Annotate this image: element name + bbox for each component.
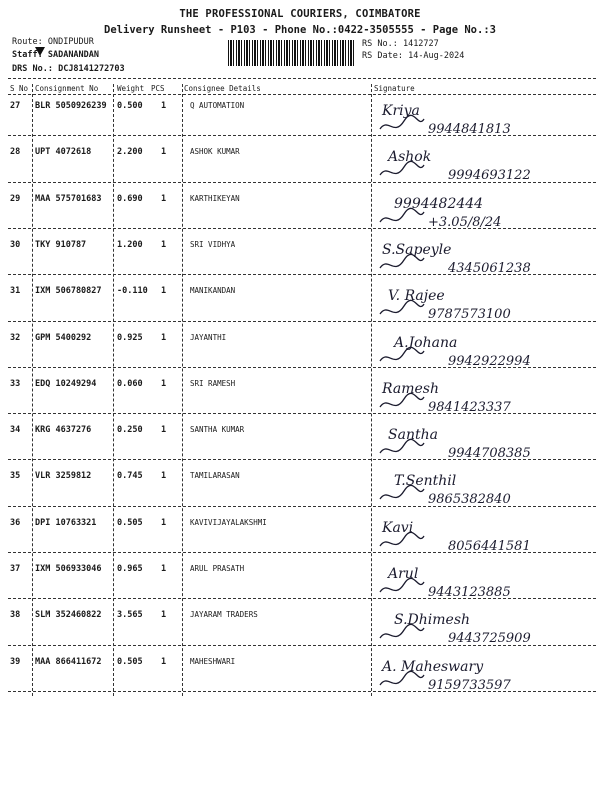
route-info <box>12 37 94 47</box>
row-sno: 39 <box>10 656 21 667</box>
col-header-signature: Signature <box>374 84 415 93</box>
handwritten-phone: 9865382840 <box>428 492 511 508</box>
row-consignment-no: MAA 575701683 <box>35 193 102 204</box>
row-sno: 35 <box>10 471 21 482</box>
handwritten-name: Kavi <box>382 519 414 536</box>
row-pcs: 1 <box>161 564 167 574</box>
row-weight: 0.505 <box>117 656 143 667</box>
handwritten-name: A. Maheswary <box>382 658 484 675</box>
handwritten-name: V. Rajee <box>388 288 445 305</box>
handwritten-phone: 4345061238 <box>448 260 531 276</box>
row-signature <box>378 469 588 513</box>
row-consignee-name: JAYARAM TRADERS <box>190 610 258 620</box>
handwritten-name: Ashok <box>388 149 432 166</box>
route-value: ONDIPUDUR <box>47 37 94 47</box>
handwritten-name: S.Sapeyle <box>382 241 452 258</box>
row-separator <box>8 691 596 692</box>
row-sno: 27 <box>10 101 21 111</box>
row-consignment-no: MAA 866411672 <box>35 656 102 667</box>
handwritten-name: Arul <box>388 566 419 582</box>
row-pcs: 1 <box>161 425 167 436</box>
column-divider <box>182 84 183 696</box>
row-pcs: 1 <box>161 656 167 667</box>
row-weight: 0.925 <box>117 332 143 343</box>
row-signature <box>378 99 588 143</box>
row-consignee-name: JAYANTHI <box>190 332 227 342</box>
col-header-consignee: Consignee Details <box>184 84 261 93</box>
row-separator <box>8 182 596 183</box>
row-consignment-no: BLR 5050926239 <box>35 101 107 111</box>
row-consignment-no: KRG 4637276 <box>35 425 92 436</box>
handwritten-name: A.Johana <box>394 334 458 351</box>
handwritten-phone: 8056441581 <box>448 538 531 554</box>
row-consignee-name: MANIKANDAN <box>190 286 236 296</box>
row-weight: 1.200 <box>117 239 143 250</box>
row-pcs: 1 <box>161 517 167 528</box>
row-signature <box>378 562 588 606</box>
col-header-sno: S No <box>10 84 29 93</box>
row-pcs: 1 <box>161 193 167 204</box>
drs-value: DCJ8141272703 <box>58 64 125 74</box>
row-signature <box>378 608 588 652</box>
row-consignment-no: IXM 506933046 <box>35 564 102 574</box>
row-sno: 34 <box>10 425 21 436</box>
row-weight: 0.505 <box>117 517 143 528</box>
row-consignee-name: SRI VIDHYA <box>190 239 236 249</box>
row-signature <box>378 377 588 421</box>
row-weight: 0.060 <box>117 378 143 389</box>
row-consignment-no: TKY 910787 <box>35 239 87 250</box>
row-pcs: 1 <box>161 332 167 343</box>
row-separator <box>8 367 596 368</box>
row-signature <box>378 145 588 189</box>
runsheet-subtitle: Delivery Runsheet - P103 - Phone No.:0422-3505555 - Page No.:3 <box>104 24 496 36</box>
drs-info <box>12 64 125 74</box>
row-sno: 31 <box>10 286 21 297</box>
row-signature <box>378 655 588 699</box>
row-separator <box>8 413 596 414</box>
company-title: THE PROFESSIONAL COURIERS, COIMBATORE <box>179 8 421 20</box>
row-consignee-name: MAHESHWARI <box>190 656 236 666</box>
row-separator <box>8 645 596 646</box>
route-label: Route: <box>12 37 43 47</box>
rs-date-value: 14-Aug-2024 <box>408 51 465 61</box>
row-sno: 29 <box>10 193 21 204</box>
header-top-rule <box>8 78 596 79</box>
row-signature <box>378 284 588 328</box>
row-consignment-no: GPM 5400292 <box>35 332 92 343</box>
row-consignee-name: ARUL PRASATH <box>190 564 245 573</box>
row-separator <box>8 598 596 599</box>
handwritten-phone: +3.05/8/24 <box>428 214 502 230</box>
rs-no-label: RS No.: <box>362 39 398 49</box>
handwritten-name: S.Dhimesh <box>394 612 471 629</box>
row-pcs: 1 <box>161 101 167 111</box>
header-bottom-rule <box>8 94 596 95</box>
row-sno: 38 <box>10 610 21 621</box>
handwritten-name: Santha <box>388 427 438 444</box>
row-signature <box>378 331 588 375</box>
row-signature <box>378 238 588 282</box>
barcode <box>228 40 356 66</box>
row-consignment-no: VLR 3259812 <box>35 471 92 482</box>
drs-label: DRS No.: <box>12 64 53 74</box>
row-signature <box>378 423 588 467</box>
row-signature <box>378 516 588 560</box>
row-separator <box>8 552 596 553</box>
handwritten-name: Ramesh <box>382 380 439 397</box>
col-header-weight: Weight <box>117 84 145 93</box>
col-header-consignment: Consignment No <box>35 84 99 93</box>
row-consignment-no: IXM 506780827 <box>35 286 102 297</box>
row-separator <box>8 506 596 507</box>
row-pcs: 1 <box>161 239 167 250</box>
handwritten-phone: 9944708385 <box>448 446 531 462</box>
staff-label: Staff: <box>12 50 43 60</box>
row-weight: 0.690 <box>117 193 143 204</box>
handwritten-phone: 9787573100 <box>428 307 511 323</box>
row-consignment-no: EDQ 10249294 <box>35 378 97 389</box>
row-weight: 2.200 <box>117 147 143 158</box>
row-pcs: 1 <box>161 147 167 158</box>
row-weight: -0.110 <box>117 286 148 297</box>
row-pcs: 1 <box>161 610 167 621</box>
row-signature <box>378 192 588 236</box>
triangle-marker-icon <box>35 47 45 56</box>
row-pcs: 1 <box>161 378 167 389</box>
row-pcs: 1 <box>161 471 167 482</box>
row-separator <box>8 321 596 322</box>
row-pcs: 1 <box>161 286 167 297</box>
handwritten-name: 9994482444 <box>394 195 484 212</box>
row-separator <box>8 135 596 136</box>
handwritten-phone: 9159733597 <box>428 677 511 693</box>
handwritten-name: Kriya <box>382 103 420 119</box>
rs-no-info <box>362 39 439 49</box>
rs-date-info <box>362 51 464 61</box>
row-consignee-name: Q AUTOMATION <box>190 101 245 110</box>
row-sno: 37 <box>10 564 21 574</box>
row-consignee-name: SRI RAMESH <box>190 378 236 388</box>
column-divider <box>113 84 114 696</box>
handwritten-phone: 9841423337 <box>428 399 511 415</box>
handwritten-phone: 9944841813 <box>428 122 511 137</box>
handwritten-phone: 9942922994 <box>448 353 531 369</box>
row-consignee-name: ASHOK KUMAR <box>190 147 240 157</box>
row-weight: 0.965 <box>117 564 143 574</box>
column-divider <box>32 84 33 696</box>
handwritten-phone: 9994693122 <box>448 168 531 184</box>
row-weight: 0.250 <box>117 425 143 436</box>
row-sno: 30 <box>10 239 21 250</box>
handwritten-phone: 9443123885 <box>428 585 511 600</box>
row-consignment-no: SLM 352460822 <box>35 610 102 621</box>
rs-no-value: 1412727 <box>402 39 439 49</box>
row-consignee-name: KAVIVIJAYALAKSHMI <box>190 517 267 527</box>
row-sno: 33 <box>10 378 21 389</box>
handwritten-phone: 9443725909 <box>448 631 531 647</box>
row-separator <box>8 459 596 460</box>
rs-date-label: RS Date: <box>362 51 403 61</box>
row-consignee-name: KARTHIKEYAN <box>190 193 240 203</box>
row-weight: 0.745 <box>117 471 143 482</box>
row-consignment-no: DPI 10763321 <box>35 517 97 528</box>
row-separator <box>8 228 596 229</box>
row-sno: 32 <box>10 332 21 343</box>
col-header-pcs: PCS <box>151 84 165 93</box>
staff-value: SADANANDAN <box>47 50 100 60</box>
handwritten-name: T.Senthil <box>394 473 457 490</box>
staff-info <box>12 50 99 60</box>
row-weight: 0.500 <box>117 101 143 111</box>
row-separator <box>8 274 596 275</box>
row-sno: 36 <box>10 517 21 528</box>
row-consignee-name: SANTHA KUMAR <box>190 425 245 435</box>
row-weight: 3.565 <box>117 610 143 621</box>
row-consignment-no: UPT 4072618 <box>35 147 92 158</box>
column-divider <box>371 84 372 696</box>
row-consignee-name: TAMILARASAN <box>190 471 240 481</box>
row-sno: 28 <box>10 147 21 158</box>
